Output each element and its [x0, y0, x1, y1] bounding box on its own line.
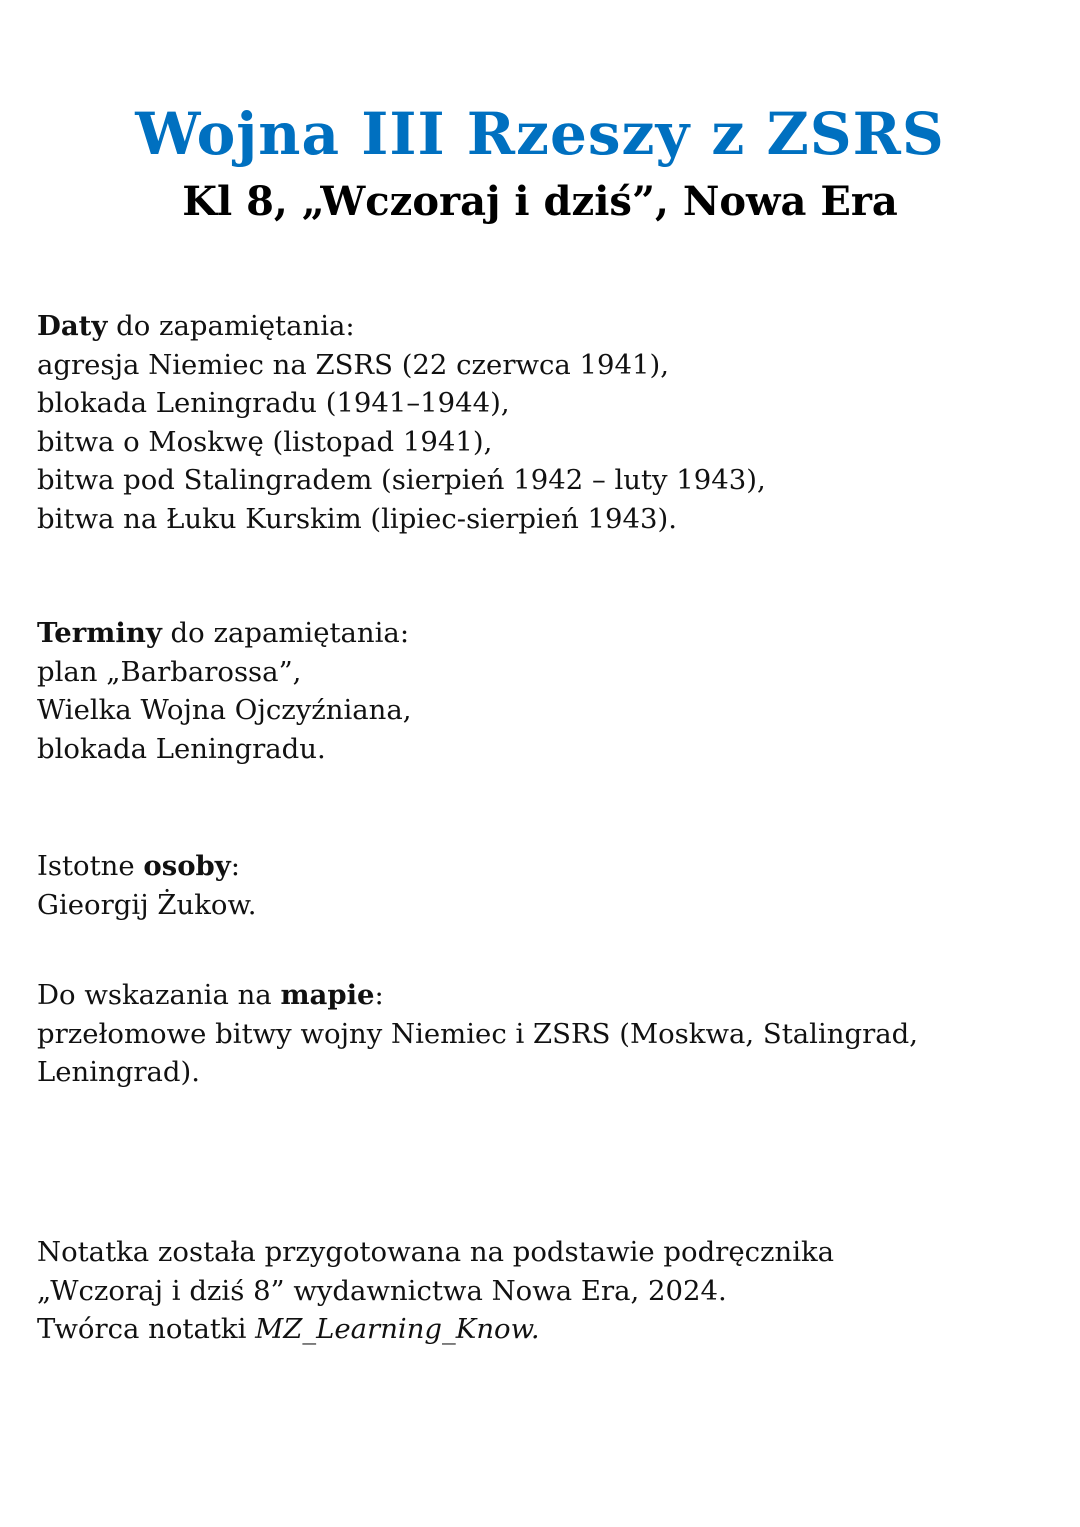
terms-heading-rest: do zapamiętania:	[161, 617, 410, 649]
map-item: przełomowe bitwy wojny Niemiec i ZSRS (Moskwa, Stalingrad,	[37, 1017, 918, 1050]
term-item: plan „Barbarossa”,	[37, 655, 302, 688]
people-section	[37, 847, 256, 924]
terms-section	[37, 614, 412, 768]
dates-section	[37, 307, 766, 538]
dates-heading	[37, 307, 766, 346]
map-heading	[37, 976, 918, 1015]
map-heading-post: :	[374, 979, 384, 1011]
people-heading-pre: Istotne	[37, 850, 144, 882]
people-heading-bold: osoby	[143, 850, 231, 882]
page-title: Wojna III Rzeszy z ZSRS	[135, 100, 945, 168]
footer-author-line	[37, 1310, 834, 1349]
date-item: blokada Leningradu (1941–1944),	[37, 387, 510, 419]
footer-note	[37, 1233, 834, 1349]
map-item: Leningrad).	[37, 1056, 200, 1088]
people-heading-post: :	[230, 850, 241, 882]
term-item: Wielka Wojna Ojczyźniana,	[37, 694, 412, 726]
terms-heading-bold: Terminy	[37, 617, 162, 649]
date-item: bitwa o Moskwę (listopad 1941),	[37, 425, 493, 458]
date-item: bitwa na Łuku Kurskim (lipiec-sierpień 1943).	[37, 502, 677, 535]
footer-author: MZ_Learning_Know.	[255, 1313, 540, 1345]
page-subtitle: Kl 8, „Wczoraj i dziś”, Nowa Era	[182, 178, 898, 225]
map-heading-bold: mapie	[280, 979, 375, 1011]
footer-line: „Wczoraj i dziś 8” wydawnictwa Nowa Era, 2024.	[37, 1274, 727, 1307]
dates-heading-bold: Daty	[37, 310, 108, 342]
dates-heading-rest: do zapamiętania:	[107, 310, 355, 342]
date-item: bitwa pod Stalingradem (sierpień 1942 – luty 1943),	[37, 464, 766, 496]
terms-heading	[37, 614, 412, 653]
footer-author-label: Twórca notatki	[37, 1313, 256, 1345]
footer-line: Notatka została przygotowana na podstawie podręcznika	[37, 1236, 835, 1268]
term-item: blokada Leningradu.	[37, 732, 326, 765]
people-heading	[37, 847, 256, 886]
map-section	[37, 976, 918, 1092]
date-item: agresja Niemiec na ZSRS (22 czerwca 1941),	[37, 348, 670, 381]
person-item: Gieorgij Żukow.	[37, 888, 257, 921]
map-heading-pre: Do wskazania na	[37, 979, 281, 1011]
